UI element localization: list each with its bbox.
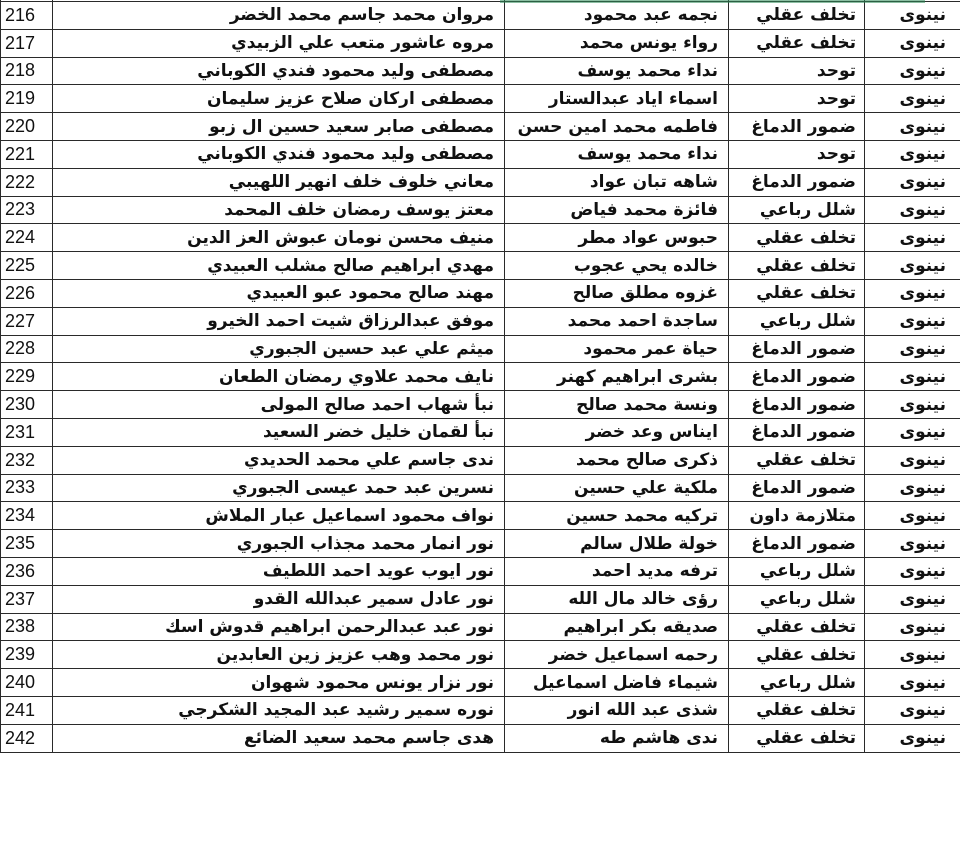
- table-row: [1, 2, 960, 30]
- disability-type-cell[interactable]: ضمور الدماغ: [729, 530, 865, 558]
- mother-name-cell[interactable]: غزوه مطلق صالح: [505, 279, 729, 307]
- governorate-cell[interactable]: نينوى: [865, 446, 960, 474]
- row-number-cell[interactable]: 220: [1, 113, 53, 141]
- full-name-cell[interactable]: معتز يوسف رمضان خلف المحمد: [53, 196, 505, 224]
- mother-name-cell[interactable]: ذكرى صالح محمد: [505, 446, 729, 474]
- governorate-cell[interactable]: نينوى: [865, 530, 960, 558]
- full-name-cell[interactable]: مروه عاشور متعب علي الزبيدي: [53, 29, 505, 57]
- governorate-cell[interactable]: نينوى: [865, 252, 960, 280]
- disability-type-cell[interactable]: شلل رباعي: [729, 557, 865, 585]
- table-row: [1, 696, 960, 724]
- governorate-cell[interactable]: نينوى: [865, 85, 960, 113]
- row-number-cell[interactable]: 237: [1, 585, 53, 613]
- mother-name-cell[interactable]: شاهه تبان عواد: [505, 168, 729, 196]
- mother-name-cell[interactable]: صديقه بكر ابراهيم: [505, 613, 729, 641]
- full-name-cell[interactable]: نواف محمود اسماعيل عبار الملاش: [53, 502, 505, 530]
- disability-type-cell[interactable]: تخلف عقلي: [729, 696, 865, 724]
- governorate-cell[interactable]: نينوى: [865, 279, 960, 307]
- governorate-cell[interactable]: نينوى: [865, 168, 960, 196]
- mother-name-cell[interactable]: ندى هاشم طه: [505, 724, 729, 752]
- full-name-cell[interactable]: نبأ لقمان خليل خضر السعيد: [53, 418, 505, 446]
- full-name-cell[interactable]: مصطفى وليد محمود فندي الكوباني: [53, 140, 505, 168]
- row-number-cell[interactable]: 223: [1, 196, 53, 224]
- governorate-cell[interactable]: نينوى: [865, 224, 960, 252]
- governorate-cell[interactable]: نينوى: [865, 557, 960, 585]
- row-number-cell[interactable]: 242: [1, 724, 53, 752]
- mother-name-cell[interactable]: ملكية علي حسين: [505, 474, 729, 502]
- table-row: [1, 418, 960, 446]
- row-number-cell[interactable]: 221: [1, 140, 53, 168]
- selection-highlight: [500, 0, 925, 3]
- row-number-cell[interactable]: 239: [1, 641, 53, 669]
- mother-name-cell[interactable]: بشرى ابراهيم كهنر: [505, 363, 729, 391]
- table-row: [1, 669, 960, 697]
- disability-type-cell[interactable]: تخلف عقلي: [729, 2, 865, 30]
- mother-name-cell[interactable]: نجمه عبد محمود: [505, 2, 729, 30]
- table-row: [1, 724, 960, 752]
- governorate-cell[interactable]: نينوى: [865, 29, 960, 57]
- table-row: [1, 391, 960, 419]
- table-row: [1, 641, 960, 669]
- governorate-cell[interactable]: نينوى: [865, 196, 960, 224]
- mother-name-cell[interactable]: حياة عمر محمود: [505, 335, 729, 363]
- table-row: [1, 279, 960, 307]
- full-name-cell[interactable]: هدى جاسم محمد سعيد الضائع: [53, 724, 505, 752]
- mother-name-cell[interactable]: شذى عبد الله انور: [505, 696, 729, 724]
- full-name-cell[interactable]: ميثم علي عبد حسين الجبوري: [53, 335, 505, 363]
- disability-type-cell[interactable]: شلل رباعي: [729, 196, 865, 224]
- mother-name-cell[interactable]: ونسة محمد صالح: [505, 391, 729, 419]
- governorate-cell[interactable]: نينوى: [865, 502, 960, 530]
- governorate-cell[interactable]: نينوى: [865, 418, 960, 446]
- disability-type-cell[interactable]: تخلف عقلي: [729, 641, 865, 669]
- table-row: [1, 196, 960, 224]
- row-number-cell[interactable]: 235: [1, 530, 53, 558]
- disability-type-cell[interactable]: تخلف عقلي: [729, 279, 865, 307]
- row-number-cell[interactable]: 233: [1, 474, 53, 502]
- full-name-cell[interactable]: مهند صالح محمود عبو العبيدي: [53, 279, 505, 307]
- row-number-cell[interactable]: 225: [1, 252, 53, 280]
- row-number-cell[interactable]: 227: [1, 307, 53, 335]
- mother-name-cell[interactable]: خولة طلال سالم: [505, 530, 729, 558]
- disability-type-cell[interactable]: تخلف عقلي: [729, 724, 865, 752]
- disability-type-cell[interactable]: توحد: [729, 57, 865, 85]
- disability-type-cell[interactable]: ضمور الدماغ: [729, 113, 865, 141]
- table-row: [1, 168, 960, 196]
- governorate-cell[interactable]: نينوى: [865, 363, 960, 391]
- disability-type-cell[interactable]: ضمور الدماغ: [729, 391, 865, 419]
- disability-type-cell[interactable]: تخلف عقلي: [729, 446, 865, 474]
- full-name-cell[interactable]: مصطفى اركان صلاح عزيز سليمان: [53, 85, 505, 113]
- mother-name-cell[interactable]: تركيه محمد حسين: [505, 502, 729, 530]
- table-row: [1, 585, 960, 613]
- governorate-cell[interactable]: نينوى: [865, 2, 960, 30]
- governorate-cell[interactable]: نينوى: [865, 335, 960, 363]
- table-row: [1, 113, 960, 141]
- mother-name-cell[interactable]: رواء يونس محمد: [505, 29, 729, 57]
- mother-name-cell[interactable]: فاطمه محمد امين حسن: [505, 113, 729, 141]
- table-row: [1, 140, 960, 168]
- governorate-cell[interactable]: نينوى: [865, 474, 960, 502]
- table-row: [1, 446, 960, 474]
- table-row: [1, 502, 960, 530]
- row-number-cell[interactable]: 224: [1, 224, 53, 252]
- disability-type-cell[interactable]: ضمور الدماغ: [729, 363, 865, 391]
- disability-type-cell[interactable]: تخلف عقلي: [729, 29, 865, 57]
- mother-name-cell[interactable]: ايناس وعد خضر: [505, 418, 729, 446]
- full-name-cell[interactable]: نور انمار محمد مجذاب الجبوري: [53, 530, 505, 558]
- table-row: [1, 363, 960, 391]
- row-number-cell[interactable]: 217: [1, 29, 53, 57]
- table-row: [1, 57, 960, 85]
- table-row: [1, 557, 960, 585]
- disability-type-cell[interactable]: متلازمة داون: [729, 502, 865, 530]
- table-row: [1, 335, 960, 363]
- mother-name-cell[interactable]: خالده يحي عجوب: [505, 252, 729, 280]
- full-name-cell[interactable]: موفق عبدالرزاق شيت احمد الخيرو: [53, 307, 505, 335]
- full-name-cell[interactable]: مصطفى صابر سعيد حسين ال زبو: [53, 113, 505, 141]
- row-number-cell[interactable]: 241: [1, 696, 53, 724]
- full-name-cell[interactable]: نور ايوب عويد احمد اللطيف: [53, 557, 505, 585]
- table-row: [1, 85, 960, 113]
- disability-type-cell[interactable]: تخلف عقلي: [729, 252, 865, 280]
- disability-type-cell[interactable]: شلل رباعي: [729, 585, 865, 613]
- full-name-cell[interactable]: مروان محمد جاسم محمد الخضر: [53, 2, 505, 30]
- full-name-cell[interactable]: نبأ شهاب احمد صالح المولى: [53, 391, 505, 419]
- governorate-cell[interactable]: نينوى: [865, 140, 960, 168]
- mother-name-cell[interactable]: فائزة محمد فياض: [505, 196, 729, 224]
- row-number-cell[interactable]: 228: [1, 335, 53, 363]
- mother-name-cell[interactable]: رحمه اسماعيل خضر: [505, 641, 729, 669]
- mother-name-cell[interactable]: اسماء اياد عبدالستار: [505, 85, 729, 113]
- governorate-cell[interactable]: نينوى: [865, 57, 960, 85]
- disability-type-cell[interactable]: توحد: [729, 85, 865, 113]
- governorate-cell[interactable]: نينوى: [865, 113, 960, 141]
- full-name-cell[interactable]: نور نزار يونس محمود شهوان: [53, 669, 505, 697]
- governorate-cell[interactable]: نينوى: [865, 696, 960, 724]
- mother-name-cell[interactable]: حبوس عواد مطر: [505, 224, 729, 252]
- row-number-cell[interactable]: 234: [1, 502, 53, 530]
- row-number-cell[interactable]: 232: [1, 446, 53, 474]
- governorate-cell[interactable]: نينوى: [865, 724, 960, 752]
- disability-type-cell[interactable]: ضمور الدماغ: [729, 418, 865, 446]
- full-name-cell[interactable]: منيف محسن نومان عبوش العز الدين: [53, 224, 505, 252]
- governorate-cell[interactable]: نينوى: [865, 391, 960, 419]
- table-row: [1, 307, 960, 335]
- disability-type-cell[interactable]: ضمور الدماغ: [729, 335, 865, 363]
- governorate-cell[interactable]: نينوى: [865, 669, 960, 697]
- full-name-cell[interactable]: نور محمد وهب عزيز زين العابدين: [53, 641, 505, 669]
- table-row: [1, 252, 960, 280]
- disability-type-cell[interactable]: توحد: [729, 140, 865, 168]
- table-row: [1, 530, 960, 558]
- full-name-cell[interactable]: مهدي ابراهيم صالح مشلب العبيدي: [53, 252, 505, 280]
- row-number-cell[interactable]: 236: [1, 557, 53, 585]
- table-row: [1, 29, 960, 57]
- row-number-cell[interactable]: 230: [1, 391, 53, 419]
- mother-name-cell[interactable]: ساجدة احمد محمد: [505, 307, 729, 335]
- row-number-cell[interactable]: 219: [1, 85, 53, 113]
- governorate-cell[interactable]: نينوى: [865, 307, 960, 335]
- disability-type-cell[interactable]: شلل رباعي: [729, 307, 865, 335]
- full-name-cell[interactable]: ندى جاسم علي محمد الحديدي: [53, 446, 505, 474]
- disability-type-cell[interactable]: شلل رباعي: [729, 669, 865, 697]
- row-number-cell[interactable]: 229: [1, 363, 53, 391]
- table-row: [1, 224, 960, 252]
- full-name-cell[interactable]: نور عبد عبدالرحمن ابراهيم قدوش اسك: [53, 613, 505, 641]
- row-number-cell[interactable]: 218: [1, 57, 53, 85]
- mother-name-cell[interactable]: نداء محمد يوسف: [505, 57, 729, 85]
- full-name-cell[interactable]: نايف محمد علاوي رمضان الطعان: [53, 363, 505, 391]
- governorate-cell[interactable]: نينوى: [865, 613, 960, 641]
- row-number-cell[interactable]: 240: [1, 669, 53, 697]
- mother-name-cell[interactable]: رؤى خالد مال الله: [505, 585, 729, 613]
- mother-name-cell[interactable]: شيماء فاضل اسماعيل: [505, 669, 729, 697]
- full-name-cell[interactable]: مصطفى وليد محمود فندي الكوباني: [53, 57, 505, 85]
- mother-name-cell[interactable]: ترفه مديد احمد: [505, 557, 729, 585]
- table-row: [1, 613, 960, 641]
- disability-type-cell[interactable]: تخلف عقلي: [729, 224, 865, 252]
- row-number-cell[interactable]: 226: [1, 279, 53, 307]
- row-number-cell[interactable]: 216: [1, 2, 53, 30]
- disability-type-cell[interactable]: ضمور الدماغ: [729, 168, 865, 196]
- records-table-body: [1, 0, 960, 752]
- mother-name-cell[interactable]: نداء محمد يوسف: [505, 140, 729, 168]
- disability-type-cell[interactable]: ضمور الدماغ: [729, 474, 865, 502]
- table-row: [1, 474, 960, 502]
- row-number-cell[interactable]: 238: [1, 613, 53, 641]
- governorate-cell[interactable]: نينوى: [865, 585, 960, 613]
- disability-type-cell[interactable]: تخلف عقلي: [729, 613, 865, 641]
- full-name-cell[interactable]: نور عادل سمير عبدالله القدو: [53, 585, 505, 613]
- row-number-cell[interactable]: 231: [1, 418, 53, 446]
- full-name-cell[interactable]: معاني خلوف خلف انهير اللهيبي: [53, 168, 505, 196]
- full-name-cell[interactable]: نسرين عبد حمد عيسى الجبوري: [53, 474, 505, 502]
- full-name-cell[interactable]: نوره سمير رشيد عبد المجيد الشكرجي: [53, 696, 505, 724]
- row-number-cell[interactable]: 222: [1, 168, 53, 196]
- governorate-cell[interactable]: نينوى: [865, 641, 960, 669]
